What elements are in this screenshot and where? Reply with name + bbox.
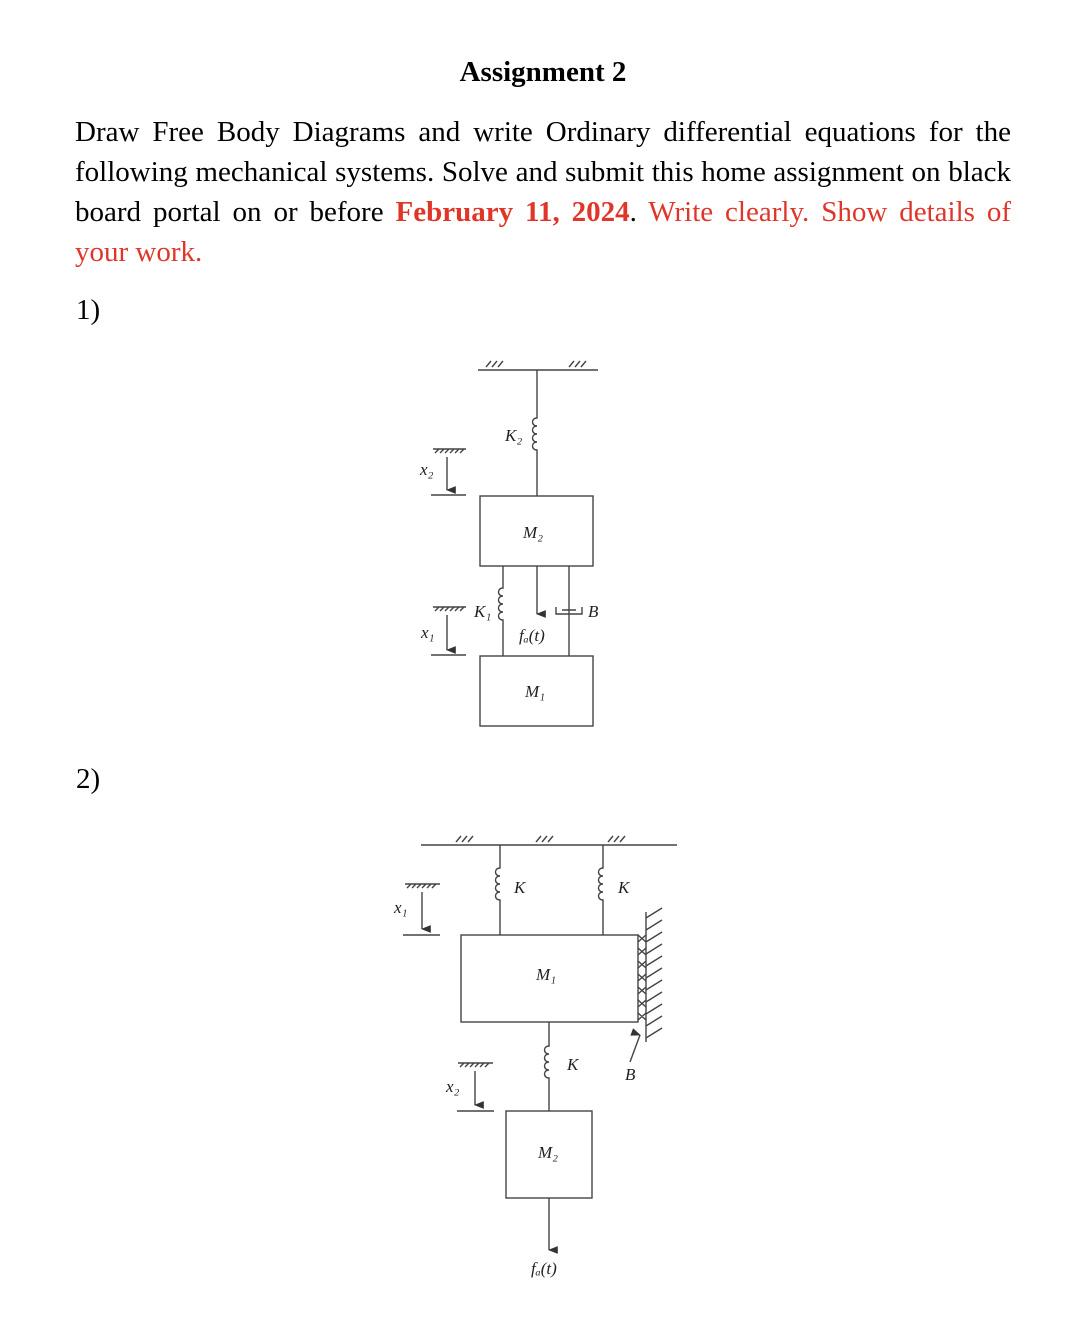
x1-ground-hatch: [405, 884, 440, 888]
label-b: B: [588, 602, 599, 621]
x1-ground-hatch: [433, 607, 466, 611]
deadline-date: February 11, 2024: [395, 196, 630, 228]
label-k-mid: K: [567, 1055, 579, 1074]
label-k1: K₁: [474, 602, 492, 621]
b-pointer: [630, 1035, 640, 1062]
label-k-right: K: [618, 878, 630, 897]
spring-k-mid: [545, 1022, 550, 1111]
label-x2: x₂: [446, 1077, 460, 1096]
instructions-text: Draw Free Body Diagrams and write Ordinary differential equations for the following mechanical systems. Solve and submit this home assignment on black board portal on or before: [75, 116, 1011, 228]
label-m1: M₁: [536, 965, 557, 984]
label-b: B: [625, 1065, 636, 1084]
label-m1: M₁: [525, 682, 546, 701]
instructions-tail: Write clearly. Show details of your work.: [75, 196, 1012, 268]
spring-k1: [499, 566, 504, 656]
problem-2-number: 2): [76, 763, 101, 795]
deadline-period: .: [629, 196, 637, 228]
label-m2: M₂: [523, 523, 544, 542]
label-k-left: K: [514, 878, 526, 897]
x2-ground-hatch: [433, 449, 466, 453]
label-k2: K₂: [505, 426, 523, 445]
wall-hatch: [646, 908, 662, 1038]
friction-rollers: [638, 935, 646, 1020]
label-x2: x₂: [420, 460, 434, 479]
spring-k2: [533, 370, 538, 496]
x2-ground-hatch: [458, 1063, 493, 1067]
problem-1-number: 1): [76, 294, 101, 326]
label-m2: M₂: [538, 1143, 559, 1162]
label-x1: x₁: [394, 898, 408, 917]
problem-1-diagram: [431, 361, 598, 726]
label-force: fₐ(t): [531, 1259, 557, 1278]
spring-k-left: [496, 845, 501, 935]
label-force: fₐ(t): [519, 626, 545, 645]
ground-hatch: [486, 361, 586, 367]
damper-b: [556, 566, 582, 656]
label-x1: x₁: [421, 623, 435, 642]
assignment-title: Assignment 2: [459, 56, 627, 88]
spring-k-right: [599, 845, 604, 935]
problem-2-diagram: [403, 836, 677, 1250]
ground-hatch: [456, 836, 625, 842]
